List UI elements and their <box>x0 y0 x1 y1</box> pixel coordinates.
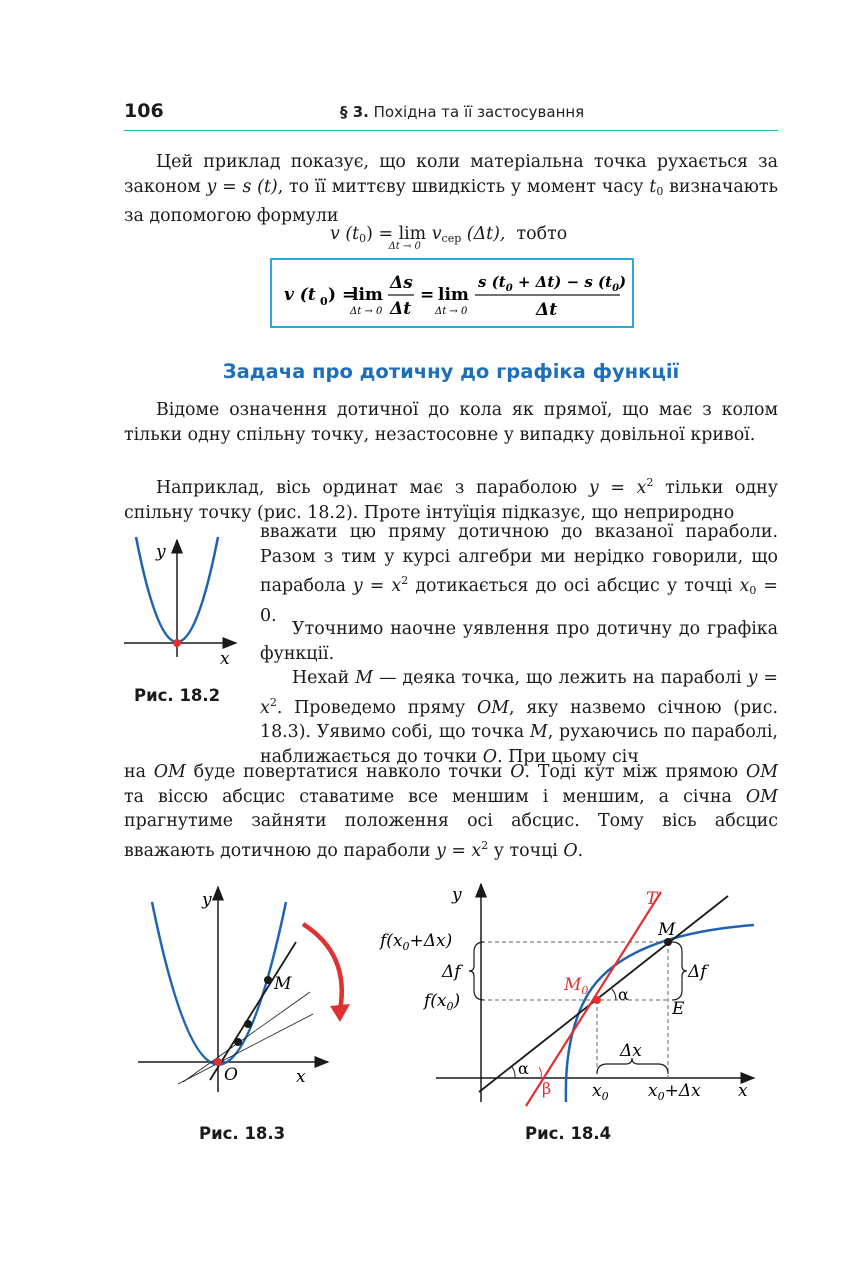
text: на <box>124 762 154 782</box>
formula: y = x <box>260 668 778 718</box>
lim-under: Δt → 0 <box>388 241 421 252</box>
superscript: 2 <box>269 695 277 709</box>
box-num2: s $(t_0 + \Delta t) - s$ $(t_0)$ <box>478 273 627 294</box>
page-header <box>124 100 778 131</box>
text: Цей приклад показує, що коли матеріальна точка рухається за законом <box>124 152 778 197</box>
angle-alpha-arc <box>512 1067 515 1078</box>
paragraph-clarify: Уточнимо наочне уявлення про дотичну до графіка функції. <box>260 619 778 664</box>
text: буде повертатися навколо точки <box>185 762 511 782</box>
text: у точці <box>488 840 564 861</box>
box-lim2: lim <box>438 285 469 305</box>
figure-18-2 <box>122 537 247 669</box>
box-lim-under2: Δt → 0 <box>435 306 468 317</box>
formula-velocity-limit <box>330 224 568 252</box>
boxed-formula <box>272 260 632 326</box>
text: Нехай <box>292 668 356 688</box>
label-alpha: α <box>518 1059 529 1078</box>
label-delta-f-left: Δf <box>442 962 461 982</box>
section-title <box>340 103 584 121</box>
text: . Проведемо пряму <box>276 697 477 718</box>
box-eq2: = <box>420 285 435 305</box>
caption-18-3: Рис. 18.3 <box>199 1124 286 1143</box>
paragraph-example <box>124 471 778 525</box>
figure-18-4 <box>376 880 756 1110</box>
label-O: O <box>224 1065 238 1085</box>
label-M: M <box>658 920 676 940</box>
label-beta: β <box>542 1079 552 1098</box>
box-den1: Δt <box>390 299 412 319</box>
label-M0: $M_0$ <box>564 975 589 997</box>
text: , рухаючись по параболі, наближається до точки <box>260 722 779 767</box>
secant-line-2 <box>183 992 310 1082</box>
y-label: y <box>202 890 212 910</box>
var: OM <box>745 786 778 807</box>
section-name: Похідна та її застосування <box>373 103 585 121</box>
paragraph-example-continued <box>260 520 778 628</box>
label-T: T <box>646 889 658 909</box>
text: — деяка точка, що лежить на параболі <box>373 668 748 688</box>
rotation-arrow-head <box>330 1004 350 1022</box>
text: Наприклад, вісь ординат має з параболою <box>156 478 589 498</box>
text: вважати цю пряму дотичною до вказаної параболи. Разом з тим у курсі алгебри ми нерідко говорили, що парабола <box>260 522 778 596</box>
box-lhs: v (t <box>284 285 316 305</box>
superscript: 2 <box>646 476 654 489</box>
subscript: 0 <box>749 584 757 597</box>
box-num1: Δs <box>390 273 413 293</box>
var-t: t <box>649 176 657 197</box>
text: тільки одну спільну точку (рис. 18.2). Проте інтуїція підказує, що неприродно <box>124 478 779 523</box>
var-x: x <box>739 576 750 596</box>
text: . <box>577 840 584 861</box>
caption-18-2: Рис. 18.2 <box>134 686 221 705</box>
eq-text: (Δt), <box>461 224 506 244</box>
text: визначають за допомогою формули <box>124 176 778 226</box>
origin-point <box>173 639 181 647</box>
eq-text: v <box>431 224 442 244</box>
superscript: 2 <box>401 574 409 587</box>
paragraph-secant-continued <box>124 760 778 863</box>
label-x0-dx: $x_0+\Delta x$ <box>648 1081 701 1103</box>
section-heading: Задача про дотичну до графіка функції <box>222 360 680 383</box>
text: . Тоді кут між прямою <box>524 762 746 782</box>
var: O <box>563 840 578 861</box>
box-lim: lim <box>352 285 383 305</box>
text: = 0. <box>260 576 778 626</box>
paragraph-secant <box>260 666 778 769</box>
point-M <box>264 976 272 984</box>
lim-text: lim <box>398 224 427 244</box>
eq-text: тобто <box>516 224 568 244</box>
box-lim-under: Δt → 0 <box>350 306 383 317</box>
text: та віссю абсцис ставатиме все меншим і меншим, а січна <box>124 786 746 807</box>
label-E: E <box>672 999 685 1019</box>
caption-18-4: Рис. 18.4 <box>525 1124 612 1143</box>
var: O <box>482 746 498 767</box>
formula: y = x <box>588 478 647 498</box>
function-curve <box>566 925 754 1102</box>
formula-law: y = s (t) <box>206 176 278 197</box>
y-label: y <box>452 885 462 905</box>
label-M: M <box>274 974 292 994</box>
label-alpha2: α <box>618 985 629 1004</box>
var: O <box>510 762 525 782</box>
section-mark: § 3. <box>340 103 369 121</box>
page-number: 106 <box>124 100 164 122</box>
box-eq: ) = <box>328 285 357 305</box>
formula-box <box>270 258 634 328</box>
box-den2: Δt <box>536 300 558 320</box>
lim <box>388 224 427 252</box>
paragraph-velocity <box>124 150 778 229</box>
formula: y = x <box>435 840 482 861</box>
point-O <box>214 1058 222 1066</box>
label-f-x0-dx: $f(x_0+\Delta x)$ <box>380 931 453 953</box>
delta-f-brace-right <box>672 942 687 1000</box>
var: OM <box>476 697 510 718</box>
box-sub: 0 <box>320 295 328 308</box>
text: , яку назвемо січною (рис. 18.3). Уявимо собі, що точка <box>260 697 778 742</box>
rotation-arrow <box>303 924 342 1010</box>
label-x0: $x_0$ <box>592 1081 609 1103</box>
x-label: x <box>220 649 230 669</box>
text: , то її миттєву швидкість у момент часу <box>277 176 650 197</box>
subscript: 0 <box>359 232 367 245</box>
label-delta-x: Δx <box>620 1041 642 1061</box>
var: OM <box>153 762 186 782</box>
x-label: x <box>738 1081 748 1101</box>
y-label: y <box>156 542 166 562</box>
text: дотикається до осі абсцис у точці <box>408 576 740 596</box>
angle-alpha2-arc <box>612 989 616 1000</box>
subscript: 0 <box>656 184 664 198</box>
subscript: сер <box>441 232 462 245</box>
label-delta-f-right: Δf <box>688 962 707 982</box>
point-intermediate <box>244 1020 252 1028</box>
x-label: x <box>296 1067 306 1087</box>
var: OM <box>745 762 779 782</box>
eq-text: ) = <box>366 224 399 244</box>
formula: y = x <box>352 576 402 596</box>
angle-beta-arc <box>539 1067 541 1078</box>
figure-18-3 <box>138 882 358 1092</box>
text: прагнутиме зайняти положення осі абсцис. Тому вісь абсцис вважають дотичною до параболи <box>124 811 778 861</box>
var: M <box>355 668 374 688</box>
superscript: 2 <box>481 838 489 852</box>
label-f-x0: $f(x_0)$ <box>424 991 461 1013</box>
point-intermediate-2 <box>234 1038 242 1046</box>
eq-text: v (t <box>330 224 360 244</box>
var: M <box>529 722 548 742</box>
paragraph-definition: Відоме означення дотичної до кола як прямої, що має з колом тільки одну спільну точку, незастосовне у випадку довільної кривої. <box>124 400 778 445</box>
text: . При цьому січ <box>497 746 639 767</box>
secant-line <box>479 896 728 1092</box>
point-M0 <box>593 996 601 1004</box>
